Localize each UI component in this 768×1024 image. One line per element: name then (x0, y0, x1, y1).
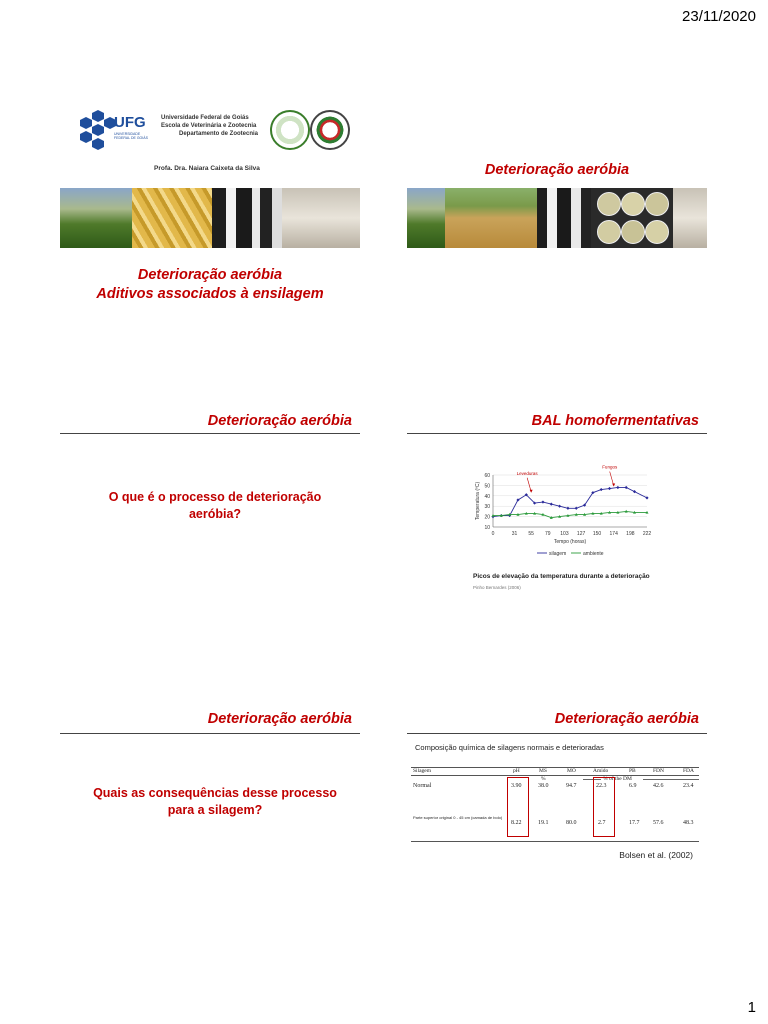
row-normal-amido: 22.3 (596, 783, 607, 789)
x-tick-label: 174 (609, 531, 618, 537)
row-normal-pb: 6.9 (629, 783, 637, 789)
col-header-silagem: Silagem (413, 768, 432, 774)
subheader-dm: % of the DM (603, 776, 632, 782)
row-spoiled-mo: 80.0 (566, 820, 577, 826)
x-axis-label: Tempo (horas) (553, 539, 587, 545)
data-point-silagem (541, 500, 544, 503)
col-header-amido: Amido (593, 768, 609, 774)
white-cattle-photo (282, 188, 360, 248)
logo-text: UFG (114, 114, 146, 131)
school-seal-icon (270, 110, 310, 150)
annotation-arrowhead (612, 484, 615, 487)
slide-3-rule (60, 433, 360, 434)
col-header-ph: pH (513, 768, 520, 774)
x-tick-label: 79 (545, 531, 551, 537)
y-tick-label: 40 (484, 493, 490, 500)
table-caption: Composição química de silagens normais e deterioradas (415, 743, 604, 752)
corn-photo (132, 188, 212, 248)
slide-5 (60, 705, 360, 925)
row-spoiled-fdn: 57.6 (653, 820, 664, 826)
logo-subtext: UNIVERSIDADE FEDERAL DE GOIÁS (114, 132, 148, 140)
slide-1 (60, 100, 360, 320)
row-normal-fdn: 42.6 (653, 783, 664, 789)
petri-dishes-photo (591, 188, 673, 248)
x-tick-label: 198 (626, 531, 635, 537)
slide-5-rule (60, 733, 360, 734)
x-tick-label: 103 (560, 531, 569, 537)
col-header-fdn: FDN (653, 768, 665, 774)
row-normal-label: Normal (413, 783, 432, 789)
data-point-silagem (550, 503, 553, 506)
data-point-silagem (558, 505, 561, 508)
temperature-chart (407, 405, 707, 625)
y-tick-label: 20 (484, 514, 490, 521)
institution-line-1: Universidade Federal de Goiás (161, 115, 249, 121)
data-point-silagem (575, 507, 578, 510)
y-axis-label: Temperatura (ºC) (475, 481, 481, 521)
slide-4-title: BAL homofermentativas (531, 413, 699, 429)
row-spoiled-amido: 2.7 (598, 820, 606, 826)
x-tick-label: 222 (642, 531, 652, 537)
department-seal-icon (310, 110, 350, 150)
col-header-mo: MO (567, 768, 576, 774)
row-spoiled-label: Parte superior original 0 - 45 cm (camada de bolo) (413, 815, 503, 820)
y-tick-label: 60 (484, 473, 490, 479)
x-tick-label: 150 (592, 531, 602, 537)
x-tick-label: 127 (576, 531, 586, 537)
cattle-photo (212, 188, 282, 248)
y-tick-label: 50 (484, 483, 490, 490)
annotation-label: Leveduras (516, 470, 538, 476)
data-point-silagem (645, 496, 648, 499)
data-point-silagem (566, 507, 569, 510)
annotation-arrow (610, 472, 614, 486)
row-spoiled-fda: 48.3 (683, 820, 694, 826)
row-normal-mo: 94.7 (566, 783, 577, 789)
row-spoiled-pb: 17.7 (629, 820, 640, 826)
banner-photo-strip-2 (407, 188, 707, 248)
slide-6 (407, 705, 707, 925)
y-tick-label: 10 (484, 525, 490, 531)
slide-1-title-line-1: Deterioração aeróbia (137, 267, 283, 283)
institution-line-3: Departamento de Zootecnia (179, 131, 259, 137)
row-spoiled-ms: 19.1 (538, 820, 549, 826)
x-tick-label: 31 (511, 531, 518, 537)
white-cattle-photo (673, 188, 707, 248)
data-point-silagem (625, 486, 628, 489)
slide-5-title: Deterioração aeróbia (207, 711, 352, 727)
data-point-silagem (616, 486, 619, 489)
institution-line-2: Escola de Veterinária e Zootecnia (161, 123, 257, 129)
page-number: 1 (747, 999, 756, 1016)
slide-5-question: Quais as consequências desse processo para a silagem? (93, 786, 337, 817)
dm-rule-right (643, 779, 699, 780)
slide-2 (407, 100, 707, 320)
row-normal-fda: 23.4 (683, 783, 694, 789)
row-spoiled-ph: 8.22 (511, 820, 522, 826)
professor-name: Profa. Dra. Naiara Caixeta da Silva (154, 165, 260, 172)
slide-6-title: Deterioração aeróbia (554, 711, 699, 727)
slide-6-rule (407, 733, 707, 734)
col-header-fda: FDA (683, 768, 695, 774)
annotation-arrow (527, 478, 531, 492)
cattle-photo (537, 188, 591, 248)
institution-block (161, 114, 258, 138)
data-point-silagem (608, 487, 611, 490)
chart-source: Pinho Bernardes (2006) (473, 585, 521, 590)
harvester-photo (407, 188, 445, 248)
slide-1-title-line-2: Aditivos associados à ensilagem (96, 286, 324, 302)
table-rule-bottom (411, 841, 699, 842)
slide-1-title (60, 266, 360, 304)
table-citation: Bolsen et al. (2002) (619, 850, 693, 860)
col-header-pb: PB (629, 768, 636, 774)
silage-field-photo (445, 188, 537, 248)
print-date: 23/11/2020 (682, 8, 756, 25)
annotation-arrowhead (530, 490, 533, 493)
legend-label-silagem: silagem (549, 551, 567, 557)
row-normal-ph: 3.90 (511, 783, 522, 789)
subheader-pct: % (541, 776, 546, 782)
x-tick-label: 55 (528, 531, 534, 537)
harvester-photo (60, 188, 132, 248)
slide-4 (407, 405, 707, 625)
data-point-silagem (633, 490, 636, 493)
annotation-label: Fungos (602, 464, 618, 470)
data-point-silagem (600, 488, 603, 491)
x-tick-label: 0 (491, 531, 495, 537)
slide-3-question: O que é o processo de deterioração aeróbia? (108, 490, 322, 521)
series-line-silagem (493, 487, 647, 516)
amido-highlight-box (593, 777, 615, 837)
row-normal-ms: 38.0 (538, 783, 549, 789)
table-rule-header (411, 775, 699, 776)
banner-photo-strip (60, 188, 360, 248)
legend-label-ambiente: ambiente (583, 551, 604, 557)
slide-2-title: Deterioração aeróbia (484, 162, 630, 178)
slide-3-title: Deterioração aeróbia (207, 413, 352, 429)
ph-highlight-box (507, 777, 529, 837)
col-header-ms: MS (539, 768, 547, 774)
chart-caption: Picos de elevação da temperatura durante a deterioração (473, 573, 650, 580)
slide-3 (60, 405, 360, 625)
y-tick-label: 30 (484, 504, 490, 511)
